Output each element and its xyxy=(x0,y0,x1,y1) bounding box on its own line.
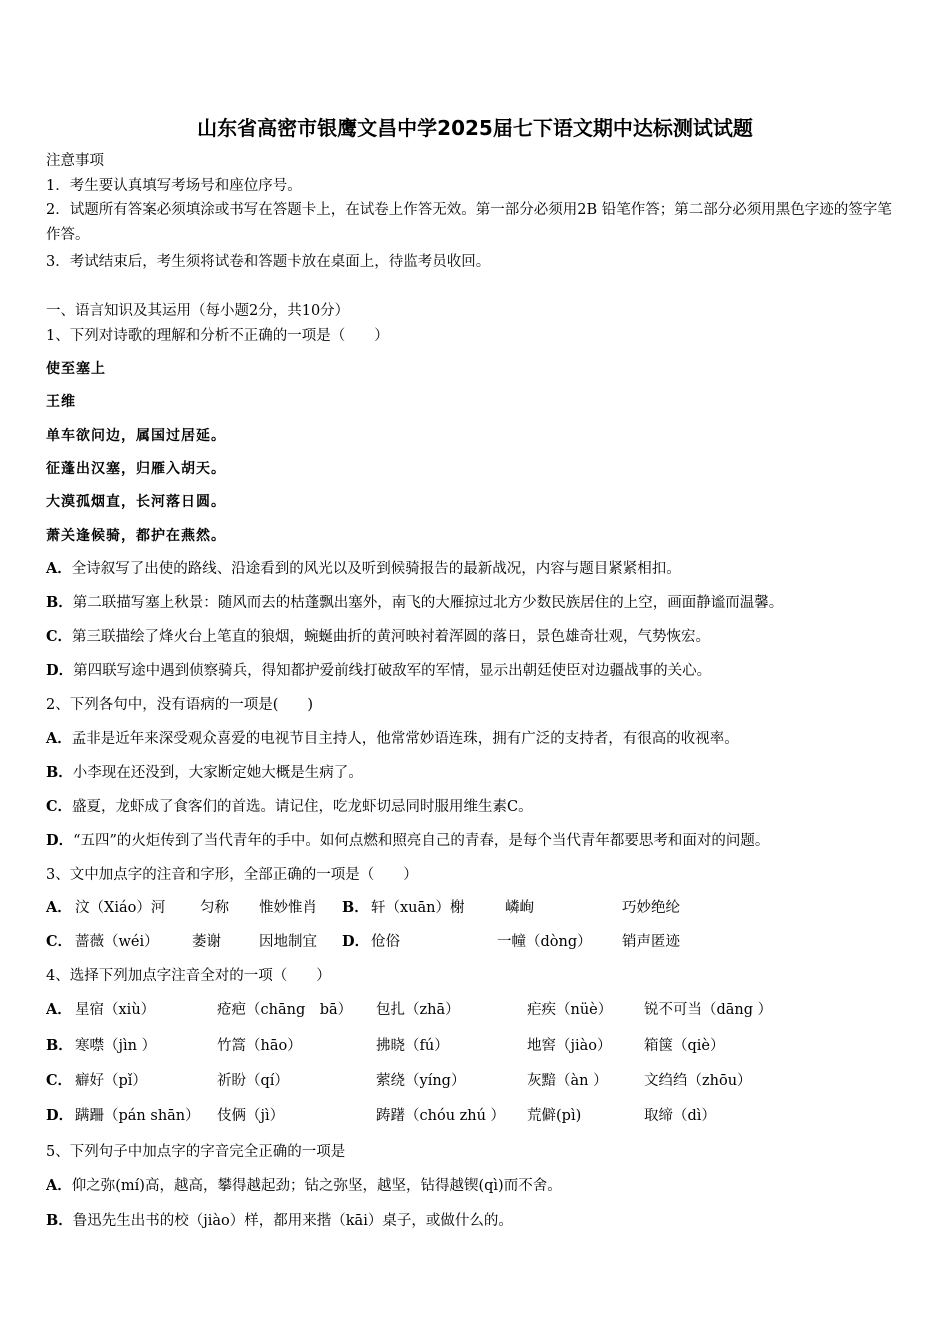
q3-a-item-1: 汶（Xiáo）河 xyxy=(75,900,166,916)
option-label: B． xyxy=(46,1212,73,1229)
q2-option-a[interactable] xyxy=(46,729,739,749)
q4-c-cell-1: 癖好（pǐ） xyxy=(75,1073,147,1089)
poem-line-4: 萧关逢候骑，都护在燕然。 xyxy=(46,528,226,544)
q4-b-cell-4: 地窖（jiào） xyxy=(527,1038,612,1054)
option-text: 鲁迅先生出书的校（jiào）样，都用来揩（kāi）桌子，或做什么的。 xyxy=(72,1213,513,1229)
q4-d-cell-1: 蹒跚（pán shān） xyxy=(75,1108,200,1124)
option-text: 第四联写途中遇到侦察骑兵，得知都护爱前线打破敌军的军情，显示出朝廷使臣对边疆战事的关心。 xyxy=(73,663,712,679)
q1-option-a[interactable] xyxy=(46,559,681,579)
q4-b-cell-5: 箱箧（qiè） xyxy=(644,1038,725,1054)
q3-d-item-3: 销声匿迹 xyxy=(622,934,680,950)
q3-option-d-label[interactable]: D． xyxy=(342,933,370,950)
q4-option-d-label[interactable]: D． xyxy=(46,1107,74,1124)
q3-c-item-2: 萎谢 xyxy=(192,934,221,950)
q4-a-cell-5: 锐不可当（dāng ） xyxy=(644,1002,773,1018)
q3-c-item-1: 蔷薇（wéi） xyxy=(75,934,159,950)
q4-a-cell-4: 疟疾（nüè） xyxy=(527,1002,613,1018)
notice-item-2: 2．试题所有答案必须填涂或书写在答题卡上，在试卷上作答无效。第一部分必须用2B 铅笔作答；第二部分必须用黑色字迹的签字笔作答。 xyxy=(46,202,892,243)
q4-option-a-label[interactable]: A． xyxy=(46,1001,72,1018)
poem-line-2: 征蓬出汉塞，归雁入胡天。 xyxy=(46,461,226,477)
option-text: 仰之弥(mí)高，越高，攀得越起劲；钻之弥坚，越坚，钻得越锲(qì)而不舍。 xyxy=(71,1178,562,1194)
section-heading: 一、语言知识及其运用（每小题2分，共10分） xyxy=(46,303,350,319)
q4-c-cell-3: 萦绕（yíng） xyxy=(376,1073,466,1089)
q4-c-cell-4: 灰黯（àn ） xyxy=(527,1073,608,1089)
option-label: C． xyxy=(46,798,73,815)
q1-stem: 1、下列对诗歌的理解和分析不正确的一项是（ ） xyxy=(46,328,389,344)
option-text: “五四”的火炬传到了当代青年的手中。如何点燃和照亮自己的青春，是每个当代青年都要思考和面对的问题。 xyxy=(73,833,770,849)
option-text: 第三联描绘了烽火台上笔直的狼烟，蜿蜒曲折的黄河映衬着浑圆的落日，景色雄奇壮观，气势恢宏。 xyxy=(72,629,711,645)
q5-option-b[interactable] xyxy=(46,1211,513,1231)
q3-d-item-2: 一幢（dòng） xyxy=(497,934,592,950)
q5-stem: 5、下列句子中加点字的字音完全正确的一项是 xyxy=(46,1144,346,1160)
q4-a-cell-2: 疮疤（chāng bā） xyxy=(217,1002,353,1018)
option-label: A． xyxy=(46,730,72,747)
q3-stem: 3、文中加点字的注音和字形，全部正确的一项是（ ） xyxy=(46,867,418,883)
q2-stem: 2、下列各句中，没有语病的一项是( ) xyxy=(46,697,314,713)
q4-c-cell-2: 祈盼（qí） xyxy=(217,1073,289,1089)
q4-d-cell-5: 取缔（dì） xyxy=(644,1108,716,1124)
notice-item-1: 1．考生要认真填写考场号和座位序号。 xyxy=(46,178,302,194)
option-label: D． xyxy=(46,662,74,679)
option-text: 第二联描写塞上秋景：随风而去的枯蓬飘出塞外，南飞的大雁掠过北方少数民族居住的上空，画面静谧而温馨。 xyxy=(72,595,784,611)
q3-option-b-label[interactable]: B． xyxy=(342,899,369,916)
q3-option-c-label[interactable]: C． xyxy=(46,933,73,950)
q3-c-item-3: 因地制宜 xyxy=(259,934,317,950)
poem-line-3: 大漠孤烟直，长河落日圆。 xyxy=(46,494,226,510)
q3-b-item-1: 轩（xuān）榭 xyxy=(371,900,465,916)
q2-option-b[interactable] xyxy=(46,763,363,783)
notice-heading: 注意事项 xyxy=(46,153,104,169)
option-label: A． xyxy=(46,1177,72,1194)
poem-title: 使至塞上 xyxy=(46,361,106,377)
q4-a-cell-3: 包扎（zhā） xyxy=(376,1002,460,1018)
page-title: 山东省高密市银鹰文昌中学2025届七下语文期中达标测试试题 xyxy=(197,116,753,140)
q3-b-item-3: 巧妙绝纶 xyxy=(622,900,680,916)
q4-a-cell-1: 星宿（xiù） xyxy=(75,1002,156,1018)
q4-c-cell-5: 文绉绉（zhōu） xyxy=(644,1073,752,1089)
q1-option-d[interactable] xyxy=(46,661,711,681)
q3-d-item-1: 伧俗 xyxy=(371,934,400,950)
poem-line-1: 单车欲问边，属国过居延。 xyxy=(46,428,226,444)
q1-option-c[interactable] xyxy=(46,627,710,647)
q5-option-a[interactable] xyxy=(46,1176,562,1196)
option-text: 小李现在还没到，大家断定她大概是生病了。 xyxy=(72,765,363,781)
q4-d-cell-2: 伎俩（jì） xyxy=(217,1108,285,1124)
poem-author: 王维 xyxy=(46,394,76,410)
q1-option-b[interactable] xyxy=(46,593,783,613)
q2-option-d[interactable] xyxy=(46,831,769,851)
option-label: B． xyxy=(46,764,73,781)
q4-option-c-label[interactable]: C． xyxy=(46,1072,73,1089)
q4-d-cell-3: 踌躇（chóu zhú ） xyxy=(376,1108,506,1124)
option-label: A． xyxy=(46,560,72,577)
option-text: 孟非是近年来深受观众喜爱的电视节目主持人，他常常妙语连珠，拥有广泛的支持者，有很高的收视率。 xyxy=(71,731,739,747)
q4-option-b-label[interactable]: B． xyxy=(46,1037,73,1054)
q4-d-cell-4: 荒僻(pì) xyxy=(527,1108,582,1124)
option-label: C． xyxy=(46,628,73,645)
option-label: D． xyxy=(46,832,74,849)
q3-b-item-2: 嶙峋 xyxy=(505,900,534,916)
q4-b-cell-3: 拂晓（fú） xyxy=(376,1038,449,1054)
q3-a-item-2: 匀称 xyxy=(200,900,229,916)
q4-b-cell-1: 寒噤（jìn ） xyxy=(75,1038,157,1054)
q3-option-a-label[interactable]: A． xyxy=(46,899,72,916)
option-text: 盛夏，龙虾成了食客们的首选。请记住，吃龙虾切忌同时服用维生素C。 xyxy=(72,799,533,815)
q3-a-item-3: 惟妙惟肖 xyxy=(259,900,317,916)
notice-item-3: 3．考试结束后，考生须将试卷和答题卡放在桌面上，待监考员收回。 xyxy=(46,254,491,270)
q4-b-cell-2: 竹篙（hāo） xyxy=(217,1038,302,1054)
option-text: 全诗叙写了出使的路线、沿途看到的风光以及听到候骑报告的最新战况，内容与题目紧紧相扣。 xyxy=(71,561,681,577)
q4-stem: 4、选择下列加点字注音全对的一项（ ） xyxy=(46,968,331,984)
q2-option-c[interactable] xyxy=(46,797,533,817)
option-label: B． xyxy=(46,594,73,611)
